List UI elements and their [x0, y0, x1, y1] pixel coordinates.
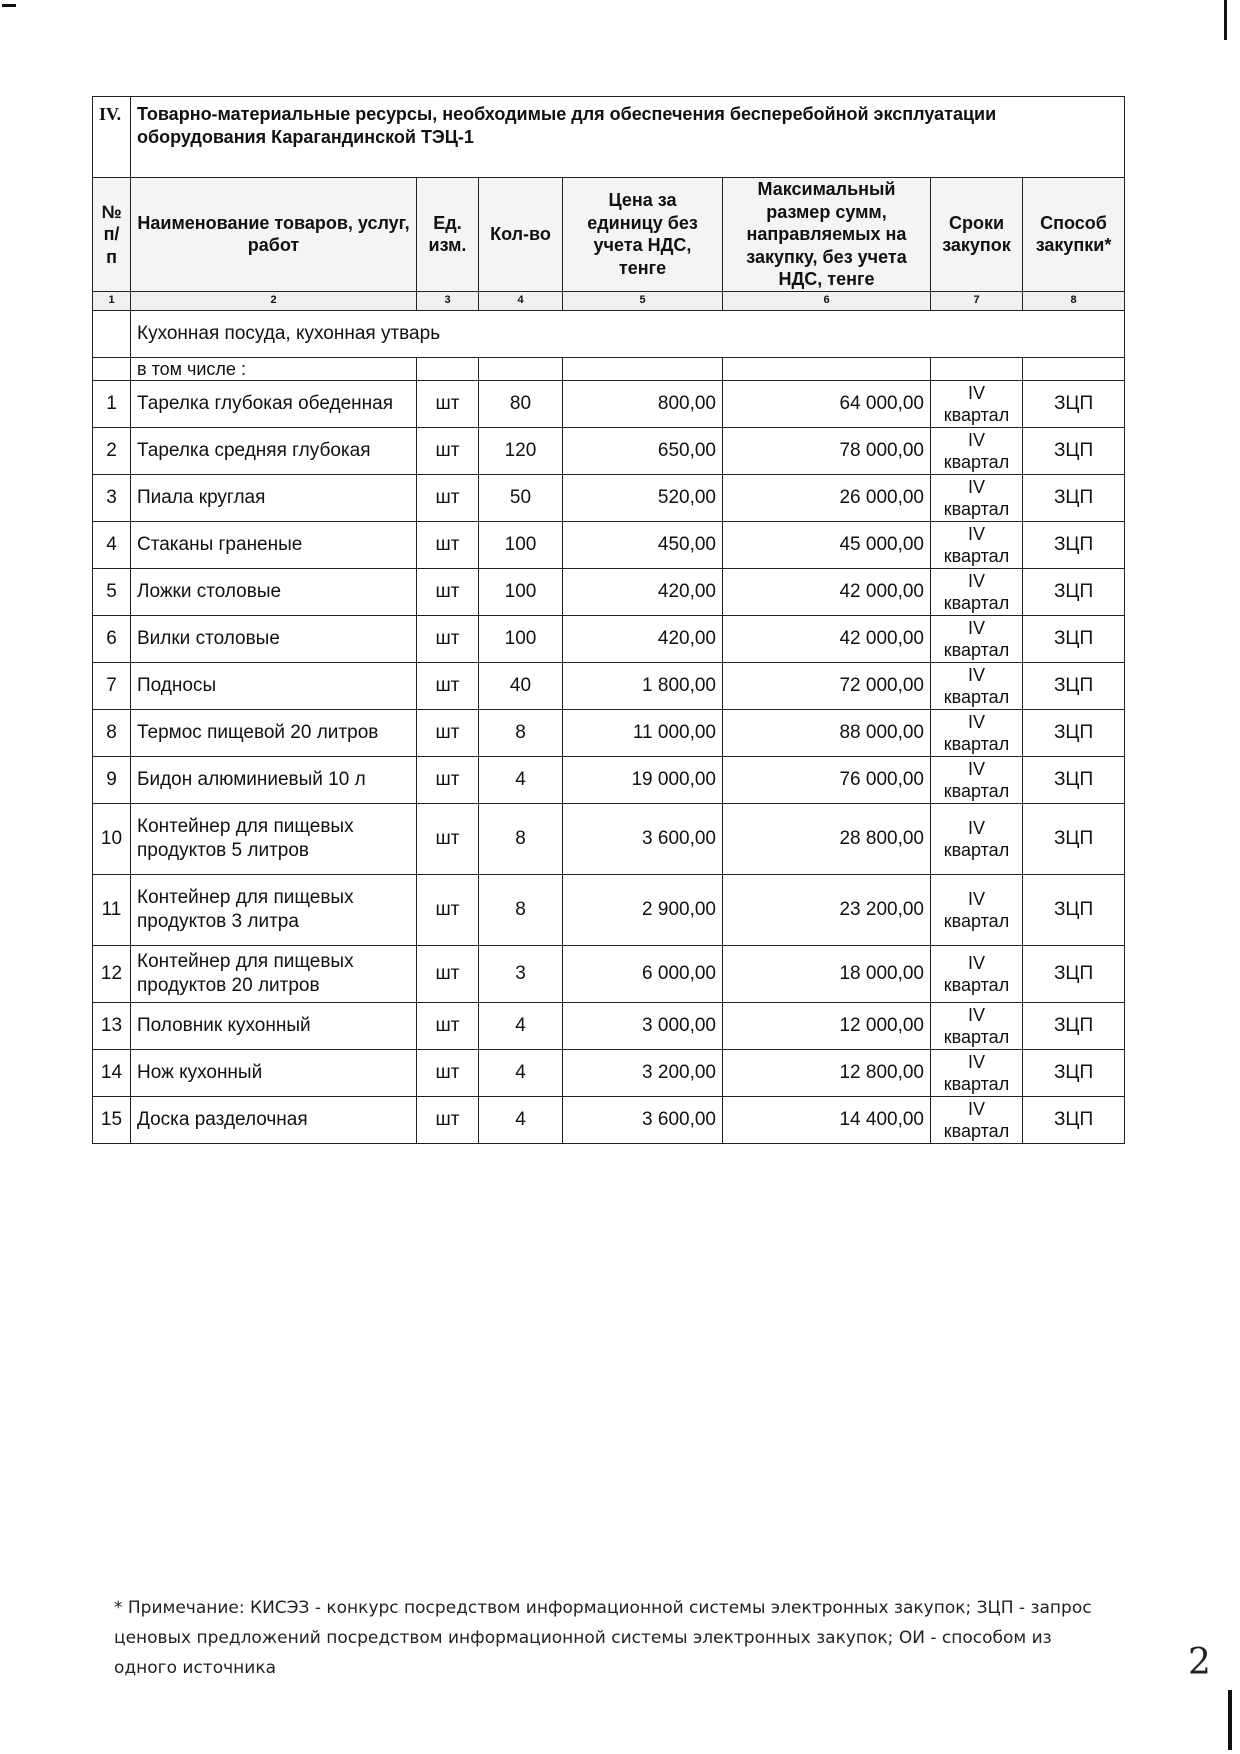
item-price: 420,00 — [563, 569, 723, 616]
term-word: квартал — [943, 911, 1010, 931]
item-term — [931, 475, 1023, 522]
table-row — [93, 1097, 1125, 1144]
item-method: ЗЦП — [1023, 946, 1125, 1003]
table-row — [93, 569, 1125, 616]
item-name: Контейнер для пищевых продуктов 5 литров — [131, 804, 417, 875]
item-qty: 100 — [479, 569, 563, 616]
section-title-row — [93, 97, 1125, 178]
item-unit: шт — [417, 757, 479, 804]
term-quarter: IV — [967, 758, 985, 779]
term-quarter: IV — [967, 1051, 985, 1072]
column-number: 6 — [723, 291, 931, 310]
term-quarter: IV — [967, 476, 985, 497]
item-term — [931, 522, 1023, 569]
item-price: 420,00 — [563, 616, 723, 663]
item-unit: шт — [417, 804, 479, 875]
item-total: 64 000,00 — [723, 381, 931, 428]
row-number: 3 — [93, 475, 131, 522]
item-price: 1 800,00 — [563, 663, 723, 710]
table-row — [93, 1050, 1125, 1097]
item-term — [931, 757, 1023, 804]
item-price: 3 200,00 — [563, 1050, 723, 1097]
row-number: 12 — [93, 946, 131, 1003]
row-number: 8 — [93, 710, 131, 757]
item-method: ЗЦП — [1023, 522, 1125, 569]
item-price: 520,00 — [563, 475, 723, 522]
item-unit: шт — [417, 475, 479, 522]
item-unit: шт — [417, 569, 479, 616]
item-method: ЗЦП — [1023, 428, 1125, 475]
item-term — [931, 710, 1023, 757]
item-name: Тарелка средняя глубокая — [131, 428, 417, 475]
item-method: ЗЦП — [1023, 616, 1125, 663]
item-total: 45 000,00 — [723, 522, 931, 569]
item-method: ЗЦП — [1023, 475, 1125, 522]
category-label: Кухонная посуда, кухонная утварь — [131, 310, 1125, 357]
footnote: * Примечание: КИСЭЗ - конкурс посредством информационной системы электронных закупок; ЗЦП - запрос ценовых предложений посредством информационной системы электронных закупок; ОИ - способом из одного источника — [114, 1598, 1092, 1678]
column-number: 1 — [93, 291, 131, 310]
term-word: квартал — [943, 546, 1010, 566]
item-method: ЗЦП — [1023, 663, 1125, 710]
item-qty: 100 — [479, 616, 563, 663]
item-qty: 4 — [479, 1003, 563, 1050]
column-number: 7 — [931, 291, 1023, 310]
item-total: 12 800,00 — [723, 1050, 931, 1097]
item-unit: шт — [417, 710, 479, 757]
term-quarter: IV — [967, 1098, 985, 1119]
item-price: 11 000,00 — [563, 710, 723, 757]
table-row — [93, 428, 1125, 475]
row-number: 6 — [93, 616, 131, 663]
item-unit: шт — [417, 946, 479, 1003]
item-total: 14 400,00 — [723, 1097, 931, 1144]
item-price: 650,00 — [563, 428, 723, 475]
row-number: 7 — [93, 663, 131, 710]
item-total: 42 000,00 — [723, 616, 931, 663]
header-unit: Ед. изм. — [417, 178, 479, 292]
item-qty: 8 — [479, 710, 563, 757]
item-qty: 50 — [479, 475, 563, 522]
item-method: ЗЦП — [1023, 804, 1125, 875]
header-method: Способ закупки* — [1023, 178, 1125, 292]
item-name: Термос пищевой 20 литров — [131, 710, 417, 757]
item-total: 42 000,00 — [723, 569, 931, 616]
column-number: 3 — [417, 291, 479, 310]
header-name: Наименование товаров, услуг, работ — [131, 178, 417, 292]
term-word: квартал — [943, 452, 1010, 472]
item-term — [931, 616, 1023, 663]
scan-mark-top-left — [2, 4, 16, 7]
term-word: квартал — [943, 781, 1010, 801]
term-quarter: IV — [967, 817, 985, 838]
row-number: 11 — [93, 875, 131, 946]
item-unit: шт — [417, 1097, 479, 1144]
table-row — [93, 804, 1125, 875]
term-quarter: IV — [967, 952, 985, 973]
scan-mark-top-right — [1224, 0, 1227, 40]
column-number: 5 — [563, 291, 723, 310]
term-quarter: IV — [967, 570, 985, 591]
term-word: квартал — [943, 975, 1010, 995]
item-method: ЗЦП — [1023, 381, 1125, 428]
column-number: 8 — [1023, 291, 1125, 310]
term-quarter: IV — [967, 429, 985, 450]
resources-table — [92, 96, 1125, 1144]
item-name: Пиала круглая — [131, 475, 417, 522]
item-price: 3 600,00 — [563, 1097, 723, 1144]
item-qty: 100 — [479, 522, 563, 569]
item-method: ЗЦП — [1023, 1050, 1125, 1097]
item-name: Нож кухонный — [131, 1050, 417, 1097]
item-name: Вилки столовые — [131, 616, 417, 663]
item-method: ЗЦП — [1023, 710, 1125, 757]
item-qty: 8 — [479, 804, 563, 875]
item-term — [931, 569, 1023, 616]
empty-cell — [931, 357, 1023, 381]
term-quarter: IV — [967, 711, 985, 732]
empty-cell — [563, 357, 723, 381]
row-number: 10 — [93, 804, 131, 875]
subheading-row — [93, 357, 1125, 381]
item-method: ЗЦП — [1023, 1097, 1125, 1144]
empty-cell — [479, 357, 563, 381]
item-total: 78 000,00 — [723, 428, 931, 475]
item-name: Контейнер для пищевых продуктов 3 литра — [131, 875, 417, 946]
item-price: 2 900,00 — [563, 875, 723, 946]
term-word: квартал — [943, 405, 1010, 425]
item-term — [931, 946, 1023, 1003]
category-row — [93, 310, 1125, 357]
item-name: Половник кухонный — [131, 1003, 417, 1050]
item-price: 800,00 — [563, 381, 723, 428]
column-number: 2 — [131, 291, 417, 310]
item-price: 3 000,00 — [563, 1003, 723, 1050]
item-qty: 80 — [479, 381, 563, 428]
item-name: Ложки столовые — [131, 569, 417, 616]
table-row — [93, 710, 1125, 757]
column-number-row — [93, 291, 1125, 310]
term-quarter: IV — [967, 617, 985, 638]
item-term — [931, 804, 1023, 875]
term-word: квартал — [943, 593, 1010, 613]
term-word: квартал — [943, 734, 1010, 754]
term-word: квартал — [943, 1074, 1010, 1094]
empty-cell — [417, 357, 479, 381]
table-row — [93, 757, 1125, 804]
item-unit: шт — [417, 663, 479, 710]
item-qty: 4 — [479, 757, 563, 804]
term-word: квартал — [943, 640, 1010, 660]
item-price: 6 000,00 — [563, 946, 723, 1003]
header-qty: Кол-во — [479, 178, 563, 292]
item-unit: шт — [417, 1003, 479, 1050]
item-name: Бидон алюминиевый 10 л — [131, 757, 417, 804]
header-price: Цена за единицу без учета НДС, тенге — [563, 178, 723, 292]
item-unit: шт — [417, 875, 479, 946]
scan-mark-bottom-right — [1228, 1690, 1232, 1750]
empty-cell — [723, 357, 931, 381]
header-num: № п/п — [93, 178, 131, 292]
term-quarter: IV — [967, 382, 985, 403]
table-row — [93, 1003, 1125, 1050]
term-quarter: IV — [967, 1004, 985, 1025]
row-number: 1 — [93, 381, 131, 428]
row-number: 4 — [93, 522, 131, 569]
item-total: 12 000,00 — [723, 1003, 931, 1050]
table-row — [93, 875, 1125, 946]
item-term — [931, 381, 1023, 428]
item-name: Доска разделочная — [131, 1097, 417, 1144]
item-price: 19 000,00 — [563, 757, 723, 804]
table-row — [93, 475, 1125, 522]
item-term — [931, 875, 1023, 946]
item-method: ЗЦП — [1023, 875, 1125, 946]
item-term — [931, 428, 1023, 475]
row-number: 13 — [93, 1003, 131, 1050]
item-qty: 40 — [479, 663, 563, 710]
item-term — [931, 1050, 1023, 1097]
term-word: квартал — [943, 1027, 1010, 1047]
item-total: 23 200,00 — [723, 875, 931, 946]
row-number: 5 — [93, 569, 131, 616]
item-unit: шт — [417, 381, 479, 428]
item-term — [931, 663, 1023, 710]
header-term: Сроки закупок — [931, 178, 1023, 292]
item-price: 3 600,00 — [563, 804, 723, 875]
term-quarter: IV — [967, 523, 985, 544]
item-name: Подносы — [131, 663, 417, 710]
item-total: 88 000,00 — [723, 710, 931, 757]
table-row — [93, 616, 1125, 663]
header-row — [93, 178, 1125, 292]
term-word: квартал — [943, 687, 1010, 707]
term-word: квартал — [943, 840, 1010, 860]
table-row — [93, 522, 1125, 569]
item-total: 72 000,00 — [723, 663, 931, 710]
item-qty: 120 — [479, 428, 563, 475]
item-name: Стаканы граненые — [131, 522, 417, 569]
item-unit: шт — [417, 616, 479, 663]
item-total: 26 000,00 — [723, 475, 931, 522]
subheading-label: в том числе : — [131, 357, 417, 381]
item-qty: 8 — [479, 875, 563, 946]
item-qty: 4 — [479, 1050, 563, 1097]
term-word: квартал — [943, 1121, 1010, 1141]
table-row — [93, 381, 1125, 428]
item-price: 450,00 — [563, 522, 723, 569]
item-unit: шт — [417, 1050, 479, 1097]
item-total: 18 000,00 — [723, 946, 931, 1003]
item-total: 76 000,00 — [723, 757, 931, 804]
row-number: 14 — [93, 1050, 131, 1097]
column-number: 4 — [479, 291, 563, 310]
table-row — [93, 663, 1125, 710]
category-num-cell — [93, 310, 131, 357]
item-total: 28 800,00 — [723, 804, 931, 875]
item-term — [931, 1003, 1023, 1050]
item-unit: шт — [417, 428, 479, 475]
item-method: ЗЦП — [1023, 569, 1125, 616]
subheading-num-cell — [93, 357, 131, 381]
item-name: Контейнер для пищевых продуктов 20 литров — [131, 946, 417, 1003]
item-qty: 4 — [479, 1097, 563, 1144]
empty-cell — [1023, 357, 1125, 381]
item-method: ЗЦП — [1023, 757, 1125, 804]
page-number: 2 — [1188, 1642, 1211, 1683]
term-word: квартал — [943, 499, 1010, 519]
row-number: 15 — [93, 1097, 131, 1144]
section-title: Товарно-материальные ресурсы, необходимые для обеспечения бесперебойной эксплуатации оборудования Карагандинской ТЭЦ-1 — [131, 97, 1125, 178]
item-unit: шт — [417, 522, 479, 569]
section-number: IV. — [93, 97, 131, 178]
item-name: Тарелка глубокая обеденная — [131, 381, 417, 428]
term-quarter: IV — [967, 888, 985, 909]
item-method: ЗЦП — [1023, 1003, 1125, 1050]
item-qty: 3 — [479, 946, 563, 1003]
header-total: Максимальный размер сумм, направляемых на закупку, без учета НДС, тенге — [723, 178, 931, 292]
row-number: 9 — [93, 757, 131, 804]
item-term — [931, 1097, 1023, 1144]
table-row — [93, 946, 1125, 1003]
row-number: 2 — [93, 428, 131, 475]
term-quarter: IV — [967, 664, 985, 685]
